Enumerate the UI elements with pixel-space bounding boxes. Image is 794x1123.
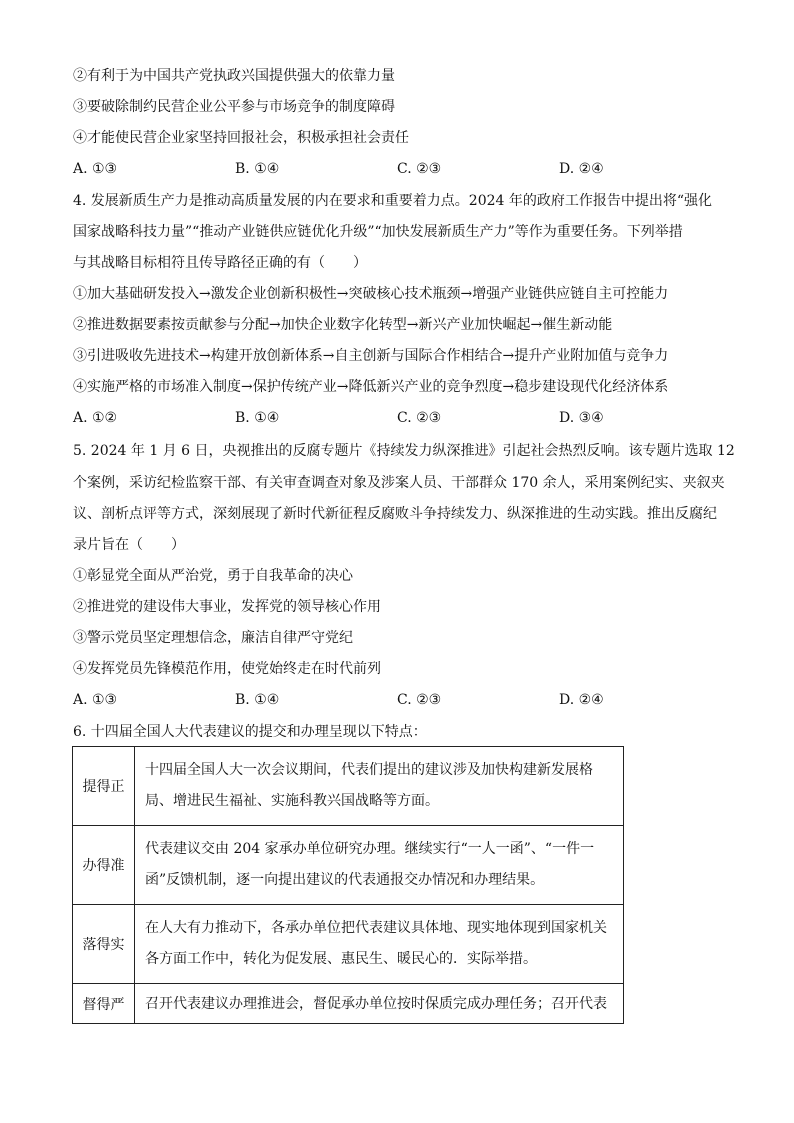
- q4-option-a[interactable]: A. ①②: [73, 410, 118, 426]
- q5-stem-line-3: 议、剖析点评等方式，深刻展现了新时代新征程反腐败斗争持续发力、纵深推进的生动实践。推出反腐纪: [73, 506, 717, 522]
- row-header: 办得准: [73, 826, 135, 905]
- q4-option-b[interactable]: B. ①④: [235, 410, 280, 426]
- q4-option-c[interactable]: C. ②③: [397, 410, 442, 426]
- q4-item-4: ④实施严格的市场准入制度→保护传统产业→降低新兴产业的竞争烈度→稳步建设现代化经济体系: [73, 379, 669, 395]
- q3-option-b[interactable]: B. ①④: [235, 161, 280, 177]
- row-content: [135, 747, 624, 826]
- q4-stem-line-3: 与其战略目标相符且传导路径正确的有（ ）: [73, 255, 367, 271]
- row-content-line: 在人大有力推动下，各承办单位把代表建议具体地、现实地体现到国家机关: [145, 920, 607, 936]
- table-row: [73, 984, 624, 1024]
- row-content-line: 函”反馈机制，逐一向提出建议的代表通报交办情况和办理结果。: [145, 872, 545, 888]
- q3-option-c[interactable]: C. ②③: [397, 161, 442, 177]
- q4-option-d[interactable]: D. ③④: [559, 410, 604, 426]
- q3-item-2: ②有利于为中国共产党执政兴国提供强大的依靠力量: [73, 68, 395, 84]
- q5-stem-line-2: 个案例，采访纪检监察干部、有关审查调查对象及涉案人员、干部群众 170 余人，采用案例纪实、夹叙夹: [73, 475, 725, 491]
- q4-item-3: ③引进吸收先进技术→构建开放创新体系→自主创新与国际合作相结合→提升产业附加值与竞争力: [73, 348, 669, 364]
- q5-option-c[interactable]: C. ②③: [397, 692, 442, 708]
- row-content: [135, 826, 624, 905]
- q3-option-d[interactable]: D. ②④: [559, 161, 604, 177]
- table-row: [73, 826, 624, 905]
- q3-options: [73, 159, 633, 179]
- q6-stem: 6. 十四届全国人大代表建议的提交和办理呈现以下特点：: [73, 724, 427, 740]
- row-header: 落得实: [73, 905, 135, 984]
- row-content-line: 十四届全国人大一次会议期间，代表们提出的建议涉及加快构建新发展格: [145, 762, 593, 778]
- q3-option-a[interactable]: A. ①③: [73, 161, 118, 177]
- q6-table: [72, 746, 624, 1024]
- row-header: 提得正: [73, 747, 135, 826]
- q3-item-3: ③要破除制约民营企业公平参与市场竞争的制度障碍: [73, 99, 395, 115]
- row-content: [135, 905, 624, 984]
- q5-option-a[interactable]: A. ①③: [73, 692, 118, 708]
- q5-item-4: ④发挥党员先锋模范作用，使党始终走在时代前列: [73, 661, 381, 677]
- q5-option-d[interactable]: D. ②④: [559, 692, 604, 708]
- q5-stem-line-4: 录片旨在（ ）: [73, 537, 185, 553]
- q5-item-2: ②推进党的建设伟大事业，发挥党的领导核心作用: [73, 599, 381, 615]
- q5-option-b[interactable]: B. ①④: [235, 692, 280, 708]
- row-content-line: 局、增进民生福祉、实施科教兴国战略等方面。: [145, 793, 439, 809]
- row-header: 督得严: [73, 984, 135, 1024]
- q4-stem-line-1: 4. 发展新质生产力是推动高质量发展的内在要求和重要着力点。2024 年的政府工作报告中提出将“强化: [73, 193, 713, 209]
- q5-item-3: ③警示党员坚定理想信念，廉洁自律严守党纪: [73, 630, 353, 646]
- q3-item-4: ④才能使民营企业家坚持回报社会，积极承担社会责任: [73, 130, 409, 146]
- q4-item-1: ①加大基础研发投入→激发企业创新积极性→突破核心技术瓶颈→增强产业链供应链自主可控能力: [73, 286, 669, 302]
- q5-options: [73, 690, 633, 710]
- q5-item-1: ①彰显党全面从严治党，勇于自我革命的决心: [73, 568, 353, 584]
- table-row: [73, 747, 624, 826]
- q4-item-2: ②推进数据要素按贡献参与分配→加快企业数字化转型→新兴产业加快崛起→催生新动能: [73, 317, 613, 333]
- q4-options: [73, 408, 633, 428]
- row-content-line: 召开代表建议办理推进会，督促承办单位按时保质完成办理任务；召开代表: [145, 995, 607, 1012]
- q5-stem-line-1: 5. 2024 年 1 月 6 日，央视推出的反腐专题片《持续发力纵深推进》引起社会热烈反响。该专题片选取 12: [73, 443, 735, 459]
- row-content: [135, 984, 624, 1024]
- table-row: [73, 905, 624, 984]
- row-content-line: 各方面工作中，转化为促发展、惠民生、暖民心的．实际举措。: [145, 951, 537, 967]
- row-content-line: 代表建议交由 204 家承办单位研究办理。继续实行“一人一函”、“一件一: [145, 841, 595, 857]
- q4-stem-line-2: 国家战略科技力量”“推动产业链供应链优化升级”“加快发展新质生产力”等作为重要任务。下列举措: [73, 224, 683, 240]
